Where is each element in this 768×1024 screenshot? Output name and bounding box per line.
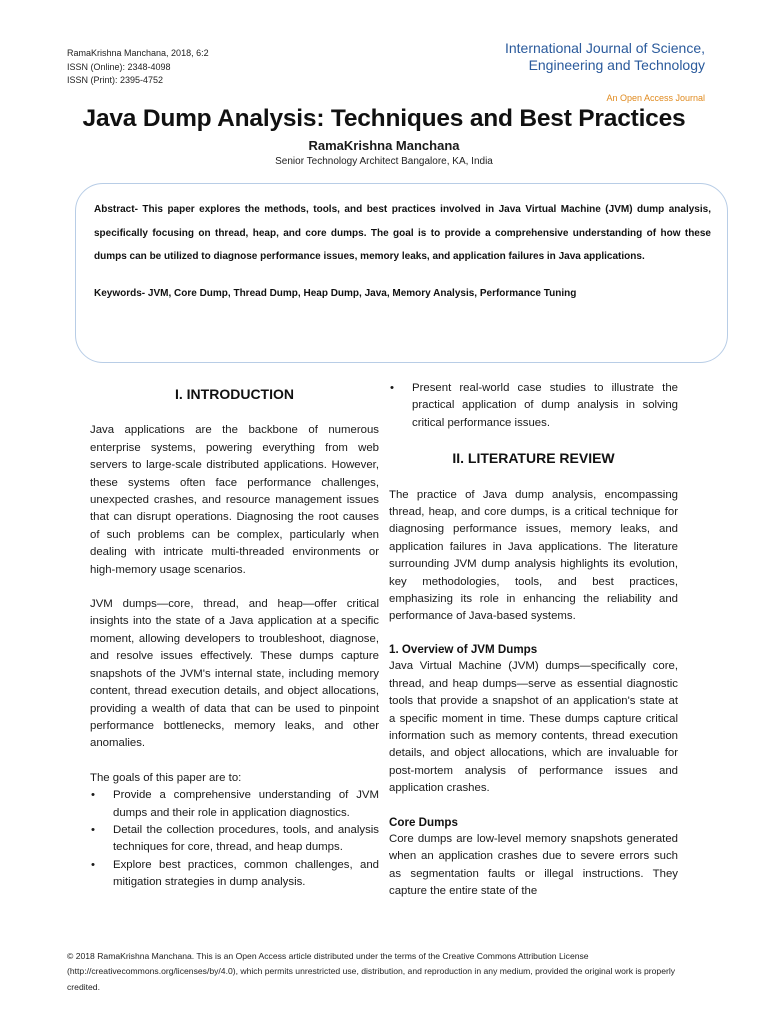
goals-list [90,787,379,891]
author-affiliation: Senior Technology Architect Bangalore, KA, India [275,156,493,167]
goal-item-1: • Provide a comprehensive understanding of JVM dumps and their role in application diagnostics. [90,787,379,822]
abstract-box [75,183,728,363]
issn-print: ISSN (Print): 2395-4752 [67,75,164,85]
article-meta [67,47,209,88]
intro-paragraph-2: JVM dumps—core, thread, and heap—offer critical insights into the state of a Java application at a specific moment, allowing developers to troubleshoot, diagnose, and resolve issues effectively. These dumps capture snapshots of the JVM's internal state, including memory content, thread execution details, and object allocations, providing a wealth of data that can be used to pinpoint performance bottlenecks, memory leaks, and other anomalies. [90,598,379,750]
goals-lead: The goals of this paper are to: [90,771,242,784]
lit-paragraph-3: Core dumps are low-level memory snapshots generated when an application crashes due to severe errors such as segmentation faults or illegal instructions. They capture the entire state of the [389,832,678,898]
overview-subheading: 1. Overview of JVM Dumps [389,642,538,656]
goal-item-2: • Detail the collection procedures, tools, and analysis techniques for core, thread, and heap dumps. [90,822,379,857]
open-access-label: An Open Access Journal [606,93,705,103]
goal-item-4: • Present real-world case studies to illustrate the practical application of dump analysis in solving critical performance issues. [389,380,678,432]
issn-online: ISSN (Online): 2348-4098 [67,61,171,72]
introduction-heading: I. INTRODUCTION [175,386,294,402]
right-column [389,380,678,901]
author-name: RamaKrishna Manchana [308,138,460,153]
abstract-text: Abstract- This paper explores the methods, tools, and best practices involved in Java Virtual Machine (JVM) dump analysis, specifically focusing on thread, heap, and core dumps. The goal is to provide a comprehensive understanding of how these dumps can be utilized to diagnose performance issues, memory leaks, and application failures in Java applications. [94,204,711,262]
literature-review-heading: II. LITERATURE REVIEW [452,450,615,467]
lit-paragraph-1: The practice of Java dump analysis, encompassing thread, heap, and core dumps, is a critical technique for diagnosing performance issues, memory leaks, and application failures in Java applications. The literature surrounding JVM dump analysis highlights its evolution, key methodologies, tools, and best practices, emphasizing its role in enhancing the reliability and performance of Java-based systems. [389,488,678,623]
left-column [90,380,379,892]
core-dumps-subheading: Core Dumps [389,815,458,829]
journal-name-line-1: International Journal of Science, [504,40,705,56]
citation-line: RamaKrishna Manchana, 2018, 6:2 [67,48,209,58]
goal-item-3: • Explore best practices, common challenges, and mitigation strategies in dump analysis. [90,857,379,892]
goals-list-continued [389,380,678,432]
intro-paragraph-1: Java applications are the backbone of numerous enterprise systems, powering everything from web servers to large-scale distributed applications. However, these systems often face performance challenges, unexpected crashes, and resource management issues that can disrupt operations. Diagnosing the root causes of such problems can be complex, particularly when dealing with intricate multi-threaded environments or high-memory usage scenarios. [90,424,379,576]
license-footer: © 2018 RamaKrishna Manchana. This is an Open Access article distributed under the terms of the Creative Commons Attribution License (http://creativecommons.org/licenses/by/4.0), which permits unrestricted use, distribution, and reproduction in any medium, provided the original work is properly credited. [67,951,676,992]
journal-name [505,40,705,74]
paper-title: Java Dump Analysis: Techniques and Best Practices [82,105,686,132]
lit-paragraph-2: Java Virtual Machine (JVM) dumps—specifically core, thread, and heap dumps—serve as essential diagnostic tools that provide a snapshot of an application's state at a specific moment in time. These dumps capture critical information such as memory contents, thread execution details, and object allocations, which are invaluable for post-mortem analysis of performance issues and application crashes. [389,660,678,795]
keywords-text: Keywords- JVM, Core Dump, Thread Dump, Heap Dump, Java, Memory Analysis, Performance Tuning [94,287,577,299]
journal-name-line-2: Engineering and Technology [528,57,705,73]
